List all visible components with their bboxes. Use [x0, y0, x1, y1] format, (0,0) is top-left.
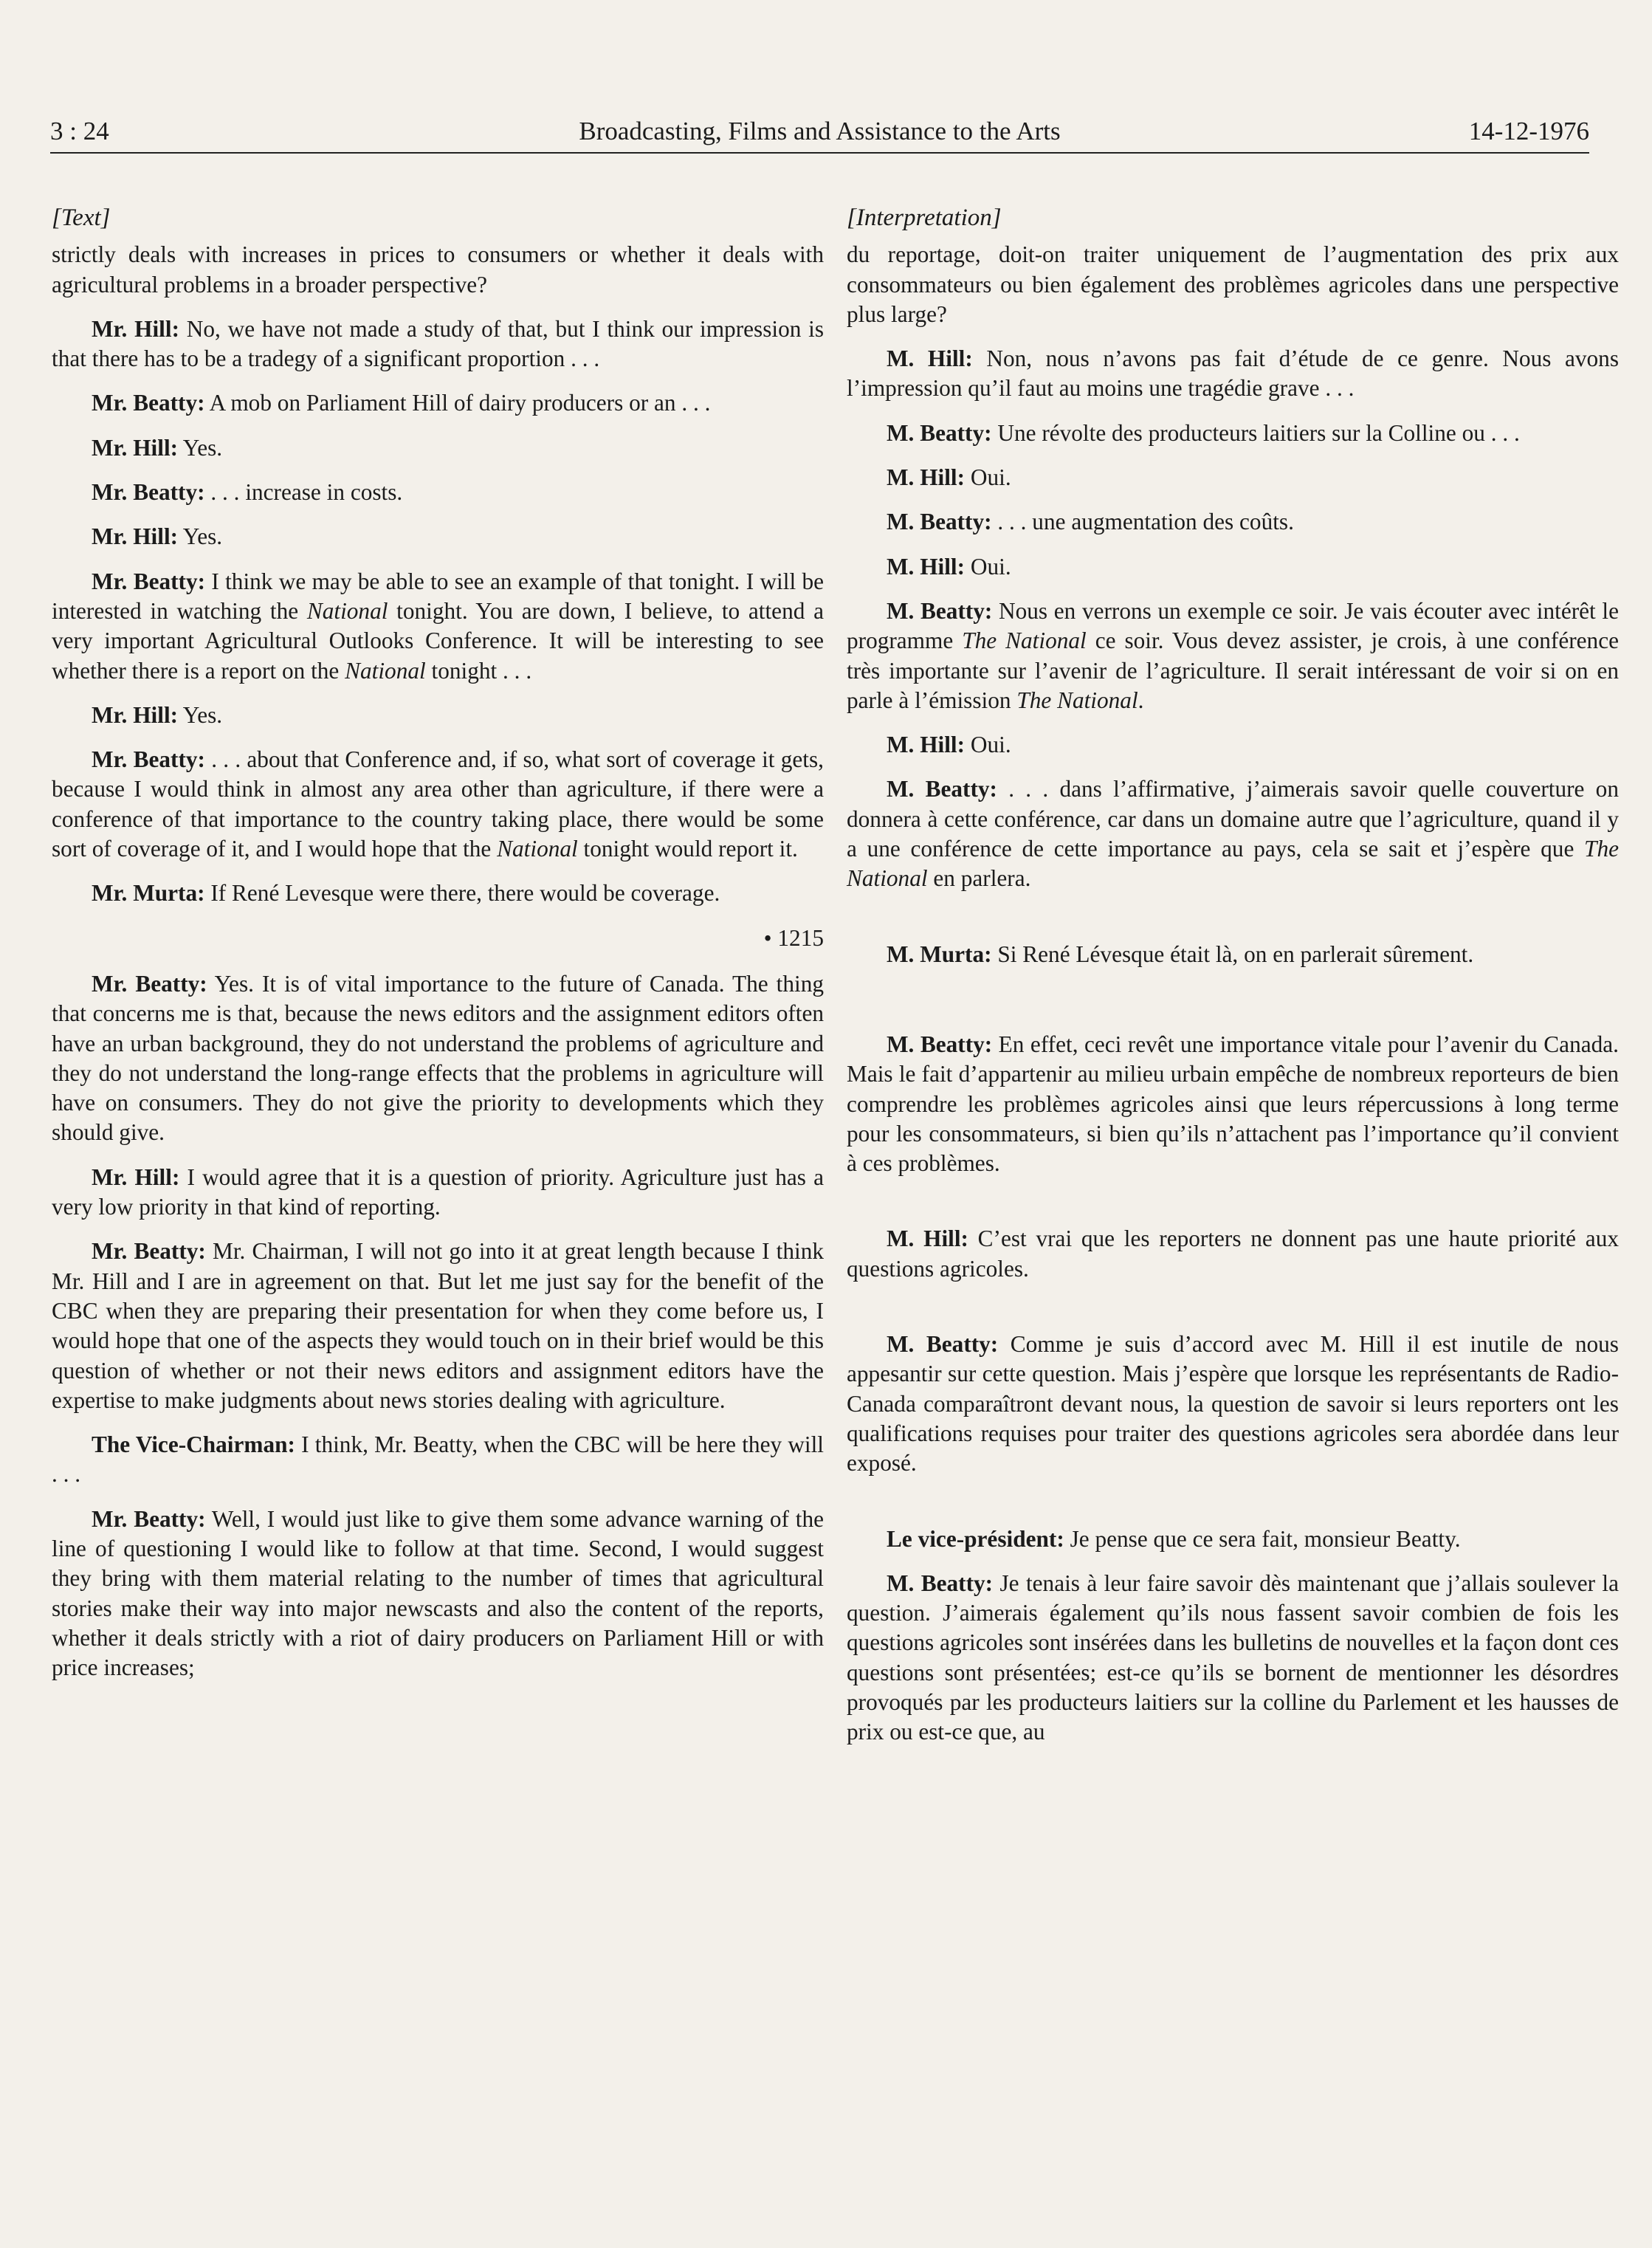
- paragraph: [52, 1430, 824, 1490]
- speech-text: . . . une augmentation des coûts.: [991, 509, 1294, 535]
- program-title: National: [306, 597, 388, 624]
- speech-text: Mr. Chairman, I will not go into it at great length because I think Mr. Hill and I are in agreement on that. But let me just say for the benefit of the CBC when they are preparing their presentation for when they come before us, I would hope that one of the aspects they would touch on in their brief would be this question of whether or not their news editors and assignment editors have the expertise to make judgments about news stories dealing with agriculture.: [52, 1238, 824, 1413]
- speech-text: tonight would report it.: [577, 836, 798, 862]
- speech-text: I think we may be able to see an example of that tonight. I will be interested in watching the: [52, 568, 824, 624]
- column-label: [Interpretation]: [847, 204, 1002, 231]
- paragraph: [52, 433, 824, 463]
- speaker-name: M. Hill:: [887, 346, 973, 372]
- speech-text: tonight . . .: [425, 657, 532, 684]
- paragraph: [847, 730, 1619, 760]
- speaker-name: M. Beatty:: [887, 597, 993, 624]
- paragraph: [847, 1330, 1619, 1478]
- paragraph: [52, 314, 824, 374]
- speaker-name: M. Beatty:: [887, 1331, 999, 1358]
- paragraph: [847, 419, 1619, 448]
- speech-text: Yes. It is of vital importance to the future of Canada. The thing that concerns me is that, because the news editors and the assignment editors often have an urban background, they do not understand the problems of agriculture and they do not understand the long-range effects that the problems in agriculture will have on consumers. They do not give the priority to developments which they should give.: [52, 970, 824, 1146]
- paragraph: [52, 1163, 824, 1223]
- speaker-name: M. Beatty:: [887, 1031, 993, 1057]
- speaker-name: Le vice-président:: [887, 1525, 1064, 1552]
- paragraph: [52, 879, 824, 908]
- speaker-name: Mr. Hill:: [92, 523, 179, 550]
- speech-text: Yes.: [178, 701, 223, 728]
- speaker-name: Mr. Murta:: [92, 880, 205, 907]
- paragraph: [847, 940, 1619, 969]
- paragraph: [847, 344, 1619, 404]
- speech-text: .: [1138, 687, 1144, 713]
- paragraph: strictly deals with increases in prices to consumers or whether it deals with agricultural problems in a broader perspective?: [52, 241, 824, 298]
- speech-text: Oui.: [965, 464, 1011, 491]
- speaker-name: Mr. Beatty:: [92, 746, 205, 773]
- speaker-name: M. Beatty:: [887, 776, 997, 802]
- program-title: The National: [847, 836, 1619, 892]
- speech-text: Une révolte des producteurs laitiers sur la Colline ou . . .: [991, 419, 1520, 446]
- speaker-name: M. Beatty:: [887, 419, 992, 446]
- speech-text: Je pense que ce sera fait, monsieur Beatty.: [1064, 1525, 1461, 1552]
- speaker-name: M. Murta:: [887, 941, 992, 967]
- speaker-name: M. Beatty:: [887, 509, 992, 535]
- paragraph: [847, 1569, 1619, 1747]
- speech-text: Yes.: [178, 523, 223, 550]
- speech-text: . . . increase in costs.: [204, 479, 403, 506]
- speaker-name: Mr. Beatty:: [92, 568, 206, 594]
- paragraph: [52, 388, 824, 418]
- english-column: [52, 203, 824, 1697]
- speech-text: If René Levesque were there, there would be coverage.: [204, 880, 720, 907]
- speaker-name: Mr. Hill:: [92, 1163, 180, 1190]
- speech-text: en parlera.: [927, 865, 1031, 892]
- speaker-name: Mr. Beatty:: [92, 1238, 206, 1265]
- paragraph: [52, 969, 824, 1148]
- paragraph: [847, 774, 1619, 893]
- speaker-name: Mr. Beatty:: [92, 1505, 206, 1532]
- paragraph: [847, 552, 1619, 582]
- speech-text: ce soir. Vous devez assister, je crois, à une conférence très importante sur l’avenir de l’agriculture. Il serait intéressant de voir si on en parle à l’émission: [847, 628, 1619, 713]
- speech-text: En effet, ceci revêt une importance vitale pour l’avenir du Canada. Mais le fait d’appartenir au milieu urbain empêche de nombreux reporteurs de bien comprendre les problèmes agricoles ainsi que leurs répercussions à long terme pour les consommateurs, si bien qu’ils n’attachent pas l’importance qu’il convient à ces problèmes.: [847, 1031, 1619, 1177]
- paragraph: [52, 701, 824, 730]
- speaker-name: Mr. Beatty:: [92, 479, 205, 506]
- speech-text: A mob on Parliament Hill of dairy producers or an . . .: [204, 390, 711, 416]
- speaker-name: M. Beatty:: [887, 1570, 994, 1596]
- paragraph: [52, 567, 824, 686]
- speech-text: Si René Lévesque était là, on en parlerait sûrement.: [991, 941, 1474, 967]
- program-title: The National: [1016, 687, 1138, 713]
- speech-text: Yes.: [178, 434, 223, 461]
- time-marker: • 1215: [763, 924, 824, 951]
- speech-text: . . . about that Conference and, if so, what sort of coverage it gets, because I would think in almost any area other than agriculture, if there were a conference of that importance to the country taking place, there would be some sort of coverage of it, and I would hope that the: [52, 746, 824, 862]
- column-label: [Text]: [52, 204, 111, 231]
- paragraph: [847, 1030, 1619, 1178]
- paragraph: du reportage, doit-on traiter uniquement de l’augmentation des prix aux consommateurs ou bien également des problèmes agricoles dans une perspective plus large?: [847, 241, 1619, 327]
- speaker-name: Mr. Beatty:: [92, 390, 205, 416]
- speech-text: . . . dans l’affirmative, j’aimerais savoir quelle couverture on donnera à cette conférence, car dans un domaine autre que l’agriculture, quand il y a une conférence de cette importance au pays, cela se sait et j’espère que: [847, 776, 1619, 862]
- page-number: 3 : 24: [50, 117, 109, 145]
- speech-text: C’est vrai que les reporters ne donnent pas une haute priorité aux questions agricoles.: [847, 1226, 1619, 1282]
- speaker-name: M. Hill:: [887, 1226, 968, 1252]
- french-column: [847, 203, 1619, 1762]
- paragraph: [847, 463, 1619, 492]
- paragraph: [52, 1237, 824, 1415]
- paragraph: [847, 1224, 1619, 1284]
- speech-text: Nous en verrons un exemple ce soir. Je vais écouter avec intérêt le programme: [847, 597, 1619, 654]
- speaker-name: Mr. Hill:: [92, 315, 179, 342]
- speaker-name: The Vice-Chairman:: [92, 1431, 295, 1458]
- speech-text: Oui.: [965, 553, 1011, 580]
- speech-text: Comme je suis d’accord avec M. Hill il est inutile de nous appesantir sur cette question. Mais j’espère que lorsque les représentants de Radio-Canada comparaîtront devant nous, la question de savoir si leurs reporters ont les qualifications requises pour traiter des questions agricoles sera abordée dans leur exposé.: [847, 1331, 1619, 1477]
- speaker-name: Mr. Hill:: [92, 434, 179, 461]
- speech-text: Non, nous n’avons pas fait d’étude de ce genre. Nous avons l’impression qu’il faut au moins une tragédie grave . . .: [847, 346, 1619, 402]
- paragraph: [52, 522, 824, 551]
- speaker-name: M. Hill:: [887, 732, 966, 758]
- speech-text: tonight. You are down, I believe, to attend a very important Agricultural Outlooks Conference. It will be interesting to see whether there is a report on the: [52, 597, 824, 684]
- page-header: [50, 111, 1589, 154]
- paragraph: [847, 507, 1619, 537]
- program-title: National: [497, 836, 578, 862]
- speaker-name: M. Hill:: [887, 553, 966, 580]
- paragraph: [847, 1525, 1619, 1554]
- paragraph: [52, 478, 824, 507]
- speaker-name: M. Hill:: [887, 464, 966, 491]
- speech-text: Well, I would just like to give them some advance warning of the line of questioning I would like to follow at that time. Second, I would suggest they bring with them material relating to the number of times that agricultural stories make their way into major newscasts and also the content of the reports, whether it deals strictly with a riot of dairy producers on Parliament Hill or with price increases;: [52, 1505, 824, 1681]
- paragraph: [52, 745, 824, 864]
- speech-text: No, we have not made a study of that, but I think our impression is that there has to be a tradegy of a significant proportion . . .: [52, 315, 824, 372]
- speaker-name: Mr. Beatty:: [92, 970, 207, 997]
- speech-text: Je tenais à leur faire savoir dès maintenant que j’allais soulever la question. J’aimerais également qu’ils nous fassent savoir combien de fois les questions agricoles sont insérées dans les bulletins de nouvelles et la façon dont ces questions sont présentées; est-ce qu’ils se bornent de mentionner les désordres provoqués par les producteurs laitiers sur la colline du Parlement et les hausses de prix ou est-ce que, au: [847, 1570, 1619, 1745]
- speech-text: I think, Mr. Beatty, when the CBC will be here they will . . .: [52, 1431, 825, 1488]
- speech-text: I would agree that it is a question of priority. Agriculture just has a very low priority in that kind of reporting.: [52, 1163, 824, 1220]
- header-date: 14-12-1976: [1468, 117, 1589, 145]
- running-title: Broadcasting, Films and Assistance to the Arts: [579, 117, 1061, 145]
- speech-text: Oui.: [965, 732, 1011, 758]
- program-title: The National: [962, 628, 1087, 654]
- paragraph: [847, 597, 1619, 715]
- speaker-name: Mr. Hill:: [92, 701, 179, 728]
- program-title: National: [345, 657, 426, 684]
- paragraph: [52, 1505, 824, 1683]
